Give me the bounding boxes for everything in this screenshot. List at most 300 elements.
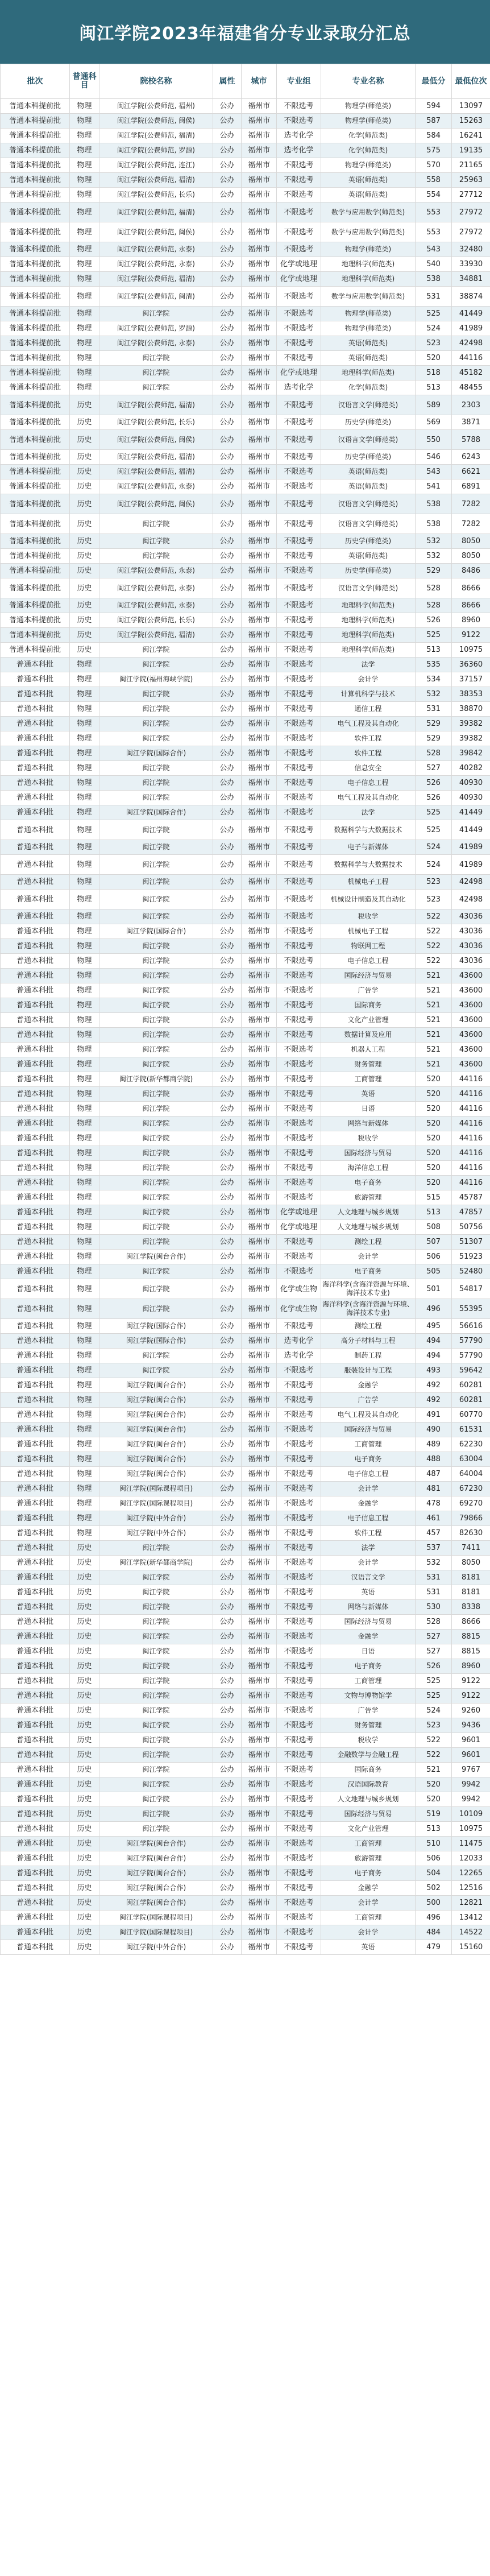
table-row <box>1 1600 490 1615</box>
cell-type: 公办 <box>213 257 242 272</box>
table-row <box>1 222 490 242</box>
cell-batch: 普通本科批 <box>1 1689 70 1703</box>
cell-type: 公办 <box>213 1777 242 1792</box>
cell-batch: 普通本科批 <box>1 1131 70 1146</box>
cell-school: 闽江学院 <box>99 1718 213 1733</box>
cell-min-score: 520 <box>416 1072 452 1087</box>
cell-min-rank: 51923 <box>452 1250 490 1264</box>
cell-subject: 物理 <box>70 1452 99 1467</box>
cell-subject: 历史 <box>70 1866 99 1881</box>
cell-type: 公办 <box>213 129 242 143</box>
cell-min-score: 530 <box>416 1600 452 1615</box>
cell-school: 闽江学院 <box>99 969 213 983</box>
table-row <box>1 1689 490 1703</box>
cell-batch: 普通本科提前批 <box>1 257 70 272</box>
cell-school: 闽江学院 <box>99 702 213 717</box>
table-row <box>1 983 490 998</box>
cell-group: 不限选考 <box>277 114 321 129</box>
cell-subject: 历史 <box>70 1748 99 1763</box>
cell-type: 公办 <box>213 1881 242 1896</box>
cell-group: 选考化学 <box>277 1349 321 1363</box>
cell-min-rank: 8486 <box>452 564 490 578</box>
cell-city: 福州市 <box>242 143 277 158</box>
table-row <box>1 1279 490 1299</box>
table-row <box>1 1866 490 1881</box>
cell-group: 不限选考 <box>277 1541 321 1556</box>
cell-min-score: 537 <box>416 1541 452 1556</box>
cell-min-rank: 27712 <box>452 188 490 202</box>
cell-batch: 普通本科批 <box>1 1423 70 1437</box>
cell-major: 汉语言文学 <box>321 1570 416 1585</box>
cell-type: 公办 <box>213 1718 242 1733</box>
cell-major: 服装设计与工程 <box>321 1363 416 1378</box>
cell-group: 不限选考 <box>277 1117 321 1131</box>
cell-group: 不限选考 <box>277 1393 321 1408</box>
cell-school: 闽江学院 <box>99 1644 213 1659</box>
cell-city: 福州市 <box>242 969 277 983</box>
cell-group: 不限选考 <box>277 1896 321 1911</box>
cell-type: 公办 <box>213 1393 242 1408</box>
cell-subject: 物理 <box>70 909 99 924</box>
cell-min-rank: 8815 <box>452 1630 490 1644</box>
cell-batch: 普通本科提前批 <box>1 598 70 613</box>
cell-group: 不限选考 <box>277 1866 321 1881</box>
cell-type: 公办 <box>213 188 242 202</box>
cell-school: 闽江学院 <box>99 1733 213 1748</box>
cell-batch: 普通本科批 <box>1 1349 70 1363</box>
table-row <box>1 287 490 307</box>
cell-type: 公办 <box>213 939 242 954</box>
cell-city: 福州市 <box>242 336 277 351</box>
table-row <box>1 1408 490 1423</box>
cell-min-rank: 43600 <box>452 1043 490 1057</box>
cell-school: 闽江学院 <box>99 1117 213 1131</box>
cell-batch: 普通本科批 <box>1 1807 70 1822</box>
cell-group: 不限选考 <box>277 1363 321 1378</box>
cell-batch: 普通本科批 <box>1 1644 70 1659</box>
cell-subject: 物理 <box>70 855 99 875</box>
cell-group: 不限选考 <box>277 321 321 336</box>
table-row <box>1 658 490 672</box>
cell-min-score: 510 <box>416 1837 452 1851</box>
cell-type: 公办 <box>213 1131 242 1146</box>
cell-batch: 普通本科提前批 <box>1 643 70 658</box>
table-row <box>1 1235 490 1250</box>
cell-school: 闽江学院(公费师范, 长乐) <box>99 188 213 202</box>
cell-group: 不限选考 <box>277 1925 321 1940</box>
cell-subject: 物理 <box>70 1087 99 1102</box>
cell-city: 福州市 <box>242 514 277 534</box>
cell-school: 闽江学院 <box>99 1748 213 1763</box>
cell-batch: 普通本科提前批 <box>1 321 70 336</box>
cell-batch: 普通本科批 <box>1 939 70 954</box>
cell-city: 福州市 <box>242 173 277 188</box>
cell-major: 人文地理与城乡规划 <box>321 1205 416 1220</box>
cell-min-score: 495 <box>416 1319 452 1334</box>
cell-group: 不限选考 <box>277 415 321 430</box>
cell-min-score: 515 <box>416 1190 452 1205</box>
cell-min-score: 538 <box>416 272 452 287</box>
cell-type: 公办 <box>213 805 242 820</box>
cell-batch: 普通本科批 <box>1 1866 70 1881</box>
cell-subject: 物理 <box>70 761 99 776</box>
cell-school: 闽江学院 <box>99 983 213 998</box>
cell-major: 机械电子工程 <box>321 875 416 890</box>
cell-min-score: 531 <box>416 702 452 717</box>
cell-batch: 普通本科批 <box>1 1718 70 1733</box>
cell-type: 公办 <box>213 1220 242 1235</box>
cell-min-score: 587 <box>416 114 452 129</box>
cell-major: 英语 <box>321 1087 416 1102</box>
cell-batch: 普通本科提前批 <box>1 173 70 188</box>
cell-batch: 普通本科提前批 <box>1 143 70 158</box>
cell-subject: 历史 <box>70 564 99 578</box>
cell-min-score: 535 <box>416 658 452 672</box>
cell-type: 公办 <box>213 969 242 983</box>
cell-batch: 普通本科批 <box>1 924 70 939</box>
cell-min-score: 501 <box>416 1279 452 1299</box>
cell-batch: 普通本科批 <box>1 746 70 761</box>
cell-city: 福州市 <box>242 1925 277 1940</box>
cell-min-rank: 9122 <box>452 1674 490 1689</box>
cell-min-score: 520 <box>416 1087 452 1102</box>
cell-batch: 普通本科批 <box>1 954 70 969</box>
cell-batch: 普通本科批 <box>1 1028 70 1043</box>
cell-batch: 普通本科批 <box>1 1250 70 1264</box>
cell-min-score: 488 <box>416 1452 452 1467</box>
cell-school: 闽江学院 <box>99 1043 213 1057</box>
cell-city: 福州市 <box>242 1378 277 1393</box>
cell-group: 不限选考 <box>277 1235 321 1250</box>
cell-batch: 普通本科批 <box>1 1570 70 1585</box>
cell-subject: 历史 <box>70 643 99 658</box>
cell-min-score: 524 <box>416 840 452 855</box>
cell-subject: 物理 <box>70 1482 99 1496</box>
cell-min-rank: 60281 <box>452 1393 490 1408</box>
cell-city: 福州市 <box>242 1176 277 1190</box>
cell-min-rank: 2303 <box>452 395 490 415</box>
cell-city: 福州市 <box>242 430 277 450</box>
table-row <box>1 969 490 983</box>
cell-school: 闽江学院(公费师范, 福清) <box>99 450 213 465</box>
cell-type: 公办 <box>213 1600 242 1615</box>
cell-city: 福州市 <box>242 1393 277 1408</box>
cell-city: 福州市 <box>242 1264 277 1279</box>
cell-major: 金融学 <box>321 1881 416 1896</box>
cell-major: 日语 <box>321 1644 416 1659</box>
cell-major: 金融学 <box>321 1378 416 1393</box>
cell-min-score: 521 <box>416 1057 452 1072</box>
cell-batch: 普通本科批 <box>1 1408 70 1423</box>
cell-city: 福州市 <box>242 1423 277 1437</box>
cell-major: 数据科学与大数据技术 <box>321 820 416 840</box>
table-row <box>1 939 490 954</box>
cell-type: 公办 <box>213 287 242 307</box>
table-row <box>1 465 490 479</box>
cell-school: 闽江学院(国际课程项目) <box>99 1925 213 1940</box>
cell-min-score: 532 <box>416 549 452 564</box>
table-row <box>1 99 490 114</box>
cell-subject: 物理 <box>70 321 99 336</box>
cell-school: 闽江学院(公费师范, 罗源) <box>99 321 213 336</box>
table-row <box>1 761 490 776</box>
cell-subject: 物理 <box>70 969 99 983</box>
cell-city: 福州市 <box>242 450 277 465</box>
cell-school: 闽江学院(国际合作) <box>99 1319 213 1334</box>
cell-group: 选考化学 <box>277 143 321 158</box>
cell-min-rank: 9436 <box>452 1718 490 1733</box>
table-row <box>1 1220 490 1235</box>
cell-batch: 普通本科批 <box>1 875 70 890</box>
table-row <box>1 1057 490 1072</box>
cell-min-rank: 47857 <box>452 1205 490 1220</box>
cell-city: 福州市 <box>242 1644 277 1659</box>
cell-subject: 历史 <box>70 415 99 430</box>
cell-major: 信息安全 <box>321 761 416 776</box>
cell-subject: 物理 <box>70 188 99 202</box>
cell-batch: 普通本科批 <box>1 1334 70 1349</box>
cell-major: 旅游管理 <box>321 1190 416 1205</box>
table-row <box>1 1176 490 1190</box>
cell-city: 福州市 <box>242 805 277 820</box>
cell-batch: 普通本科批 <box>1 855 70 875</box>
cell-major: 电子信息工程 <box>321 1511 416 1526</box>
cell-school: 闽江学院 <box>99 1822 213 1837</box>
cell-min-rank: 9601 <box>452 1733 490 1748</box>
cell-min-rank: 45182 <box>452 366 490 381</box>
cell-min-rank: 6621 <box>452 465 490 479</box>
cell-min-score: 532 <box>416 1556 452 1570</box>
cell-type: 公办 <box>213 890 242 909</box>
cell-min-rank: 44116 <box>452 351 490 366</box>
cell-school: 闽江学院 <box>99 658 213 672</box>
cell-school: 闽江学院(国际合作) <box>99 924 213 939</box>
cell-city: 福州市 <box>242 909 277 924</box>
cell-min-score: 523 <box>416 890 452 909</box>
cell-group: 不限选考 <box>277 1250 321 1264</box>
cell-type: 公办 <box>213 1334 242 1349</box>
cell-batch: 普通本科提前批 <box>1 415 70 430</box>
cell-min-score: 513 <box>416 643 452 658</box>
cell-subject: 物理 <box>70 1176 99 1190</box>
table-row <box>1 1205 490 1220</box>
cell-type: 公办 <box>213 1792 242 1807</box>
cell-min-score: 540 <box>416 257 452 272</box>
table-row <box>1 1334 490 1349</box>
cell-type: 公办 <box>213 1363 242 1378</box>
cell-school: 闽江学院(公费师范, 永泰) <box>99 564 213 578</box>
cell-group: 不限选考 <box>277 1777 321 1792</box>
header-min-score: 最低分 <box>416 64 452 99</box>
cell-min-rank: 33930 <box>452 257 490 272</box>
cell-batch: 普通本科批 <box>1 1659 70 1674</box>
cell-city: 福州市 <box>242 1570 277 1585</box>
cell-school: 闽江学院(公费师范, 长乐) <box>99 415 213 430</box>
cell-min-rank: 9601 <box>452 1748 490 1763</box>
cell-group: 不限选考 <box>277 1264 321 1279</box>
cell-school: 闽江学院 <box>99 761 213 776</box>
cell-batch: 普通本科提前批 <box>1 578 70 598</box>
table-row <box>1 1674 490 1689</box>
cell-batch: 普通本科提前批 <box>1 613 70 628</box>
cell-major: 金融学 <box>321 1496 416 1511</box>
cell-group: 不限选考 <box>277 287 321 307</box>
cell-min-rank: 39842 <box>452 746 490 761</box>
cell-city: 福州市 <box>242 1659 277 1674</box>
cell-type: 公办 <box>213 1161 242 1176</box>
table-row <box>1 549 490 564</box>
cell-batch: 普通本科批 <box>1 717 70 731</box>
cell-min-rank: 51307 <box>452 1235 490 1250</box>
cell-school: 闽江学院 <box>99 549 213 564</box>
cell-group: 不限选考 <box>277 307 321 321</box>
cell-subject: 历史 <box>70 1837 99 1851</box>
table-row <box>1 129 490 143</box>
table-row <box>1 564 490 578</box>
cell-group: 不限选考 <box>277 628 321 643</box>
cell-city: 福州市 <box>242 242 277 257</box>
cell-subject: 物理 <box>70 1028 99 1043</box>
cell-type: 公办 <box>213 158 242 173</box>
table-row <box>1 242 490 257</box>
cell-school: 闽江学院 <box>99 717 213 731</box>
cell-min-score: 523 <box>416 1718 452 1733</box>
cell-type: 公办 <box>213 578 242 598</box>
cell-min-rank: 3871 <box>452 415 490 430</box>
cell-min-rank: 11475 <box>452 1837 490 1851</box>
table-row <box>1 875 490 890</box>
cell-school: 闽江学院 <box>99 1235 213 1250</box>
cell-group: 不限选考 <box>277 1807 321 1822</box>
cell-batch: 普通本科批 <box>1 909 70 924</box>
cell-major: 机械电子工程 <box>321 924 416 939</box>
cell-school: 闽江学院 <box>99 514 213 534</box>
cell-min-score: 522 <box>416 954 452 969</box>
cell-school: 闽江学院(闽台合作) <box>99 1896 213 1911</box>
cell-school: 闽江学院(公费师范, 连江) <box>99 158 213 173</box>
cell-min-rank: 38870 <box>452 702 490 717</box>
cell-major: 文物与博物馆学 <box>321 1689 416 1703</box>
cell-major: 国际商务 <box>321 1763 416 1777</box>
cell-school: 闽江学院 <box>99 1161 213 1176</box>
cell-major: 测绘工程 <box>321 1235 416 1250</box>
cell-group: 不限选考 <box>277 598 321 613</box>
table-row <box>1 1146 490 1161</box>
table-row <box>1 628 490 643</box>
cell-min-rank: 12516 <box>452 1881 490 1896</box>
table-row <box>1 672 490 687</box>
cell-school: 闽江学院 <box>99 855 213 875</box>
cell-group: 不限选考 <box>277 351 321 366</box>
cell-batch: 普通本科批 <box>1 1437 70 1452</box>
cell-city: 福州市 <box>242 939 277 954</box>
cell-group: 不限选考 <box>277 791 321 805</box>
cell-group: 不限选考 <box>277 1881 321 1896</box>
cell-subject: 历史 <box>70 1822 99 1837</box>
cell-school: 闽江学院 <box>99 1585 213 1600</box>
cell-min-score: 487 <box>416 1467 452 1482</box>
cell-type: 公办 <box>213 1482 242 1496</box>
cell-min-score: 526 <box>416 791 452 805</box>
cell-batch: 普通本科提前批 <box>1 549 70 564</box>
cell-group: 不限选考 <box>277 242 321 257</box>
cell-major: 地理科学(师范类) <box>321 598 416 613</box>
cell-school: 闽江学院 <box>99 1659 213 1674</box>
cell-min-score: 531 <box>416 287 452 307</box>
cell-min-rank: 44116 <box>452 1161 490 1176</box>
cell-batch: 普通本科批 <box>1 983 70 998</box>
table-row <box>1 731 490 746</box>
cell-city: 福州市 <box>242 1689 277 1703</box>
cell-type: 公办 <box>213 1013 242 1028</box>
cell-major: 工商管理 <box>321 1437 416 1452</box>
cell-group: 不限选考 <box>277 549 321 564</box>
cell-group: 不限选考 <box>277 983 321 998</box>
cell-min-rank: 44116 <box>452 1176 490 1190</box>
cell-batch: 普通本科批 <box>1 1911 70 1925</box>
table-row <box>1 1363 490 1378</box>
cell-city: 福州市 <box>242 791 277 805</box>
cell-batch: 普通本科提前批 <box>1 494 70 514</box>
cell-major: 国际经济与贸易 <box>321 969 416 983</box>
cell-type: 公办 <box>213 99 242 114</box>
cell-min-rank: 25963 <box>452 173 490 188</box>
cell-type: 公办 <box>213 776 242 791</box>
cell-school: 闽江学院(闽台合作) <box>99 1467 213 1482</box>
cell-batch: 普通本科批 <box>1 820 70 840</box>
cell-subject: 物理 <box>70 1349 99 1363</box>
cell-min-score: 520 <box>416 1131 452 1146</box>
cell-min-rank: 8050 <box>452 534 490 549</box>
table-row <box>1 1349 490 1363</box>
cell-school: 闽江学院 <box>99 954 213 969</box>
table-row <box>1 702 490 717</box>
cell-subject: 历史 <box>70 1703 99 1718</box>
cell-min-rank: 42498 <box>452 875 490 890</box>
cell-batch: 普通本科批 <box>1 998 70 1013</box>
cell-min-score: 522 <box>416 1733 452 1748</box>
cell-batch: 普通本科批 <box>1 1043 70 1057</box>
cell-batch: 普通本科批 <box>1 1057 70 1072</box>
cell-major: 英语 <box>321 1940 416 1955</box>
cell-major: 金融数学与金融工程 <box>321 1748 416 1763</box>
cell-min-rank: 36360 <box>452 658 490 672</box>
cell-major: 文化产业管理 <box>321 1822 416 1837</box>
cell-batch: 普通本科提前批 <box>1 222 70 242</box>
cell-major: 英语(师范类) <box>321 549 416 564</box>
cell-batch: 普通本科提前批 <box>1 366 70 381</box>
cell-group: 化学或地理 <box>277 1220 321 1235</box>
cell-city: 福州市 <box>242 222 277 242</box>
cell-min-rank: 61531 <box>452 1423 490 1437</box>
cell-min-rank: 12265 <box>452 1866 490 1881</box>
table-row <box>1 1925 490 1940</box>
cell-type: 公办 <box>213 222 242 242</box>
cell-min-rank: 9942 <box>452 1792 490 1807</box>
table-row <box>1 1072 490 1087</box>
cell-type: 公办 <box>213 840 242 855</box>
cell-city: 福州市 <box>242 1851 277 1866</box>
cell-min-rank: 8960 <box>452 1659 490 1674</box>
cell-subject: 物理 <box>70 805 99 820</box>
cell-city: 福州市 <box>242 1117 277 1131</box>
cell-major: 英语(师范类) <box>321 351 416 366</box>
cell-city: 福州市 <box>242 1718 277 1733</box>
cell-group: 不限选考 <box>277 1748 321 1763</box>
table-row <box>1 1319 490 1334</box>
table-row <box>1 1541 490 1556</box>
cell-subject: 物理 <box>70 1437 99 1452</box>
